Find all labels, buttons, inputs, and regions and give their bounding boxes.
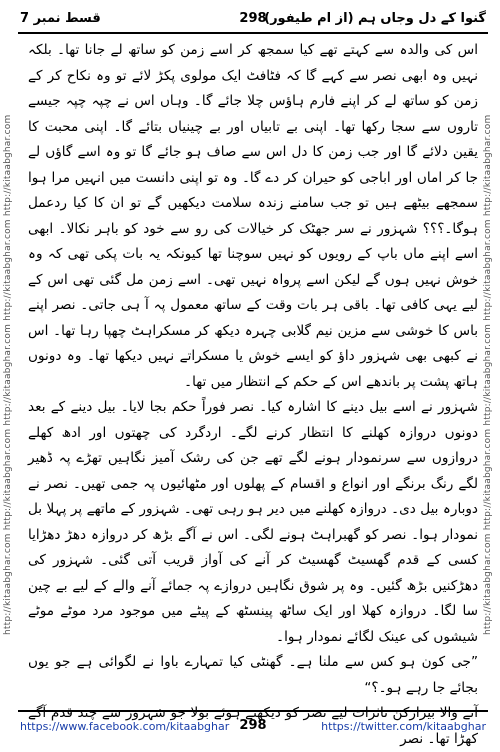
right-margin-url: http://kitaabghar.com http://kitaabghar.com http://kitaabghar.com http://kitaabghar.com http://kitaabghar.com — [483, 114, 493, 636]
paragraph-2: شہزور نے اسے بیل دینے کا اشارہ کیا۔ نصر فوراً حکم بجا لایا۔ بیل دینے کے بعد دونوں دروازہ کھلنے کا انتظار کرنے لگے۔ اردگرد کی چھتوں اور ادھ کھلے دروازوں سے سرنمودار ہونے لگے تھے جن کی رشک آمیز نگاہیں تھڑے پہ ڈھیر لگے رنگ برنگے اور انواع و اقسام کے پھلوں اور مٹھائیوں پہ جمی تھیں۔ نصر نے دوبارہ بیل دی۔ دروازہ کھلنے میں دیر ہو رہی تھی۔ شہزور کے ماتھے پر پہلا بل نمودار ہوا۔ نصر کو گھبراہٹ ہونے لگی۔ اس نے آگے بڑھ کر دروازہ دھڑ دھڑایا کسی کے قدم گھسیٹ گھسیٹ کر آنے کی آواز قریب آتی گئی۔ شہزور کی دھڑکنیں بڑھ گئیں۔ وہ پر شوق نگاہیں دروازے پہ جمائے آنے والے کے لیے بے چین سا لگا۔ دروازہ کھلا اور ایک ساٹھ پینسٹھ کے پیٹے میں موجود مرد موٹے موٹے شیشوں کی عینک لگائے نمودار ہوا۔ — [28, 399, 478, 645]
facebook-link[interactable]: https://www.facebook.com/kitaabghar — [20, 720, 230, 733]
page-header — [18, 8, 488, 34]
footer-page-number: 298 — [239, 718, 267, 733]
paragraph-3-dialogue: ”جی کون ہو کس سے ملنا ہے۔ گھنٹی کیا تمہارے باوا نے لگوائی ہے جو یوں بجائے جا رہے ہو۔؟“ — [28, 654, 478, 696]
header-page-number: 298 — [239, 11, 267, 26]
left-margin-url: http://kitaabghar.com http://kitaabghar.com http://kitaabghar.com http://kitaabghar.com http://kitaabghar.com — [3, 114, 13, 636]
page-footer — [18, 710, 488, 742]
paragraph-4: آنے والا بیزارکن تاثرات لیے نصر کو دیکھتے ہوئے بولا جو شہزور سے چند قدم آگے کھڑا تھا۔ نصر — [28, 705, 478, 747]
twitter-link[interactable]: https://twitter.com/kitaabghar — [321, 720, 486, 733]
episode-label: قسط نمبر 7 — [20, 11, 101, 26]
novel-title: گنوا کے دل وجاں ہم (از ام طیفور) — [264, 11, 486, 26]
paragraph-1: اس کی والدہ سے کہتے تھے کیا سمجھ کر اسے زمن کو ساتھ لے جانا تھا۔ بلکہ نہیں وہ ابھی نصر سے کہے گا کہ فٹافٹ ایک مولوی پکڑ لائے تو وہ نکاح کر کے زمن کو ساتھ لے کر اپنے فارم ہاؤس چلا جائے گا۔ وہاں اس نے چپہ چپہ جیسے تاروں سے سجا رکھا تھا۔ اپنی بے تابیاں اور بے چینیاں بتائے گا۔ اپنی محبت کا یقین دلائے گا اور جب زمن کا دل اس سے صاف ہو جائے گا تو وہ اسے گاؤں لے جا کر اماں اور اباجی کو حیران کر دے گا۔ وہ تو اپنی دانست میں انہیں مرا ہوا سمجھے بیٹھے ہیں تو جب سامنے زندہ سلامت دیکھیں گے تو ان کا کیا ردعمل ہوگا۔؟؟؟ شہزور نے سر جھٹک کر خیالات کی رو سے خود کو باہر نکالا۔ ابھی اسے اپنے ماں باپ کے رویوں کو نہیں سوچنا تھا کیونکہ یہ بات پکی تھی کہ وہ خوش نہیں ہوں گے لیکن اسے پرواہ نہیں تھی۔ اسے زمن مل گئی تھی اس کے لیے یہی کافی تھا۔ باقی ہر بات وقت کے ساتھ معمول پہ آ ہی جاتی۔ نصر اپنے باس کا خوشی سے مزین نیم گلابی چہرہ دیکھ کر مسکراہٹ چھپا رہا تھا۔ اس نے کبھی بھی شہزور داؤ کو ایسے خوش یا مسکراتے نہیں دیکھا تھا۔ وہ دونوں ہاتھ پشت پر باندھے اس کے حکم کے انتظار میں تھا۔ — [28, 42, 478, 390]
